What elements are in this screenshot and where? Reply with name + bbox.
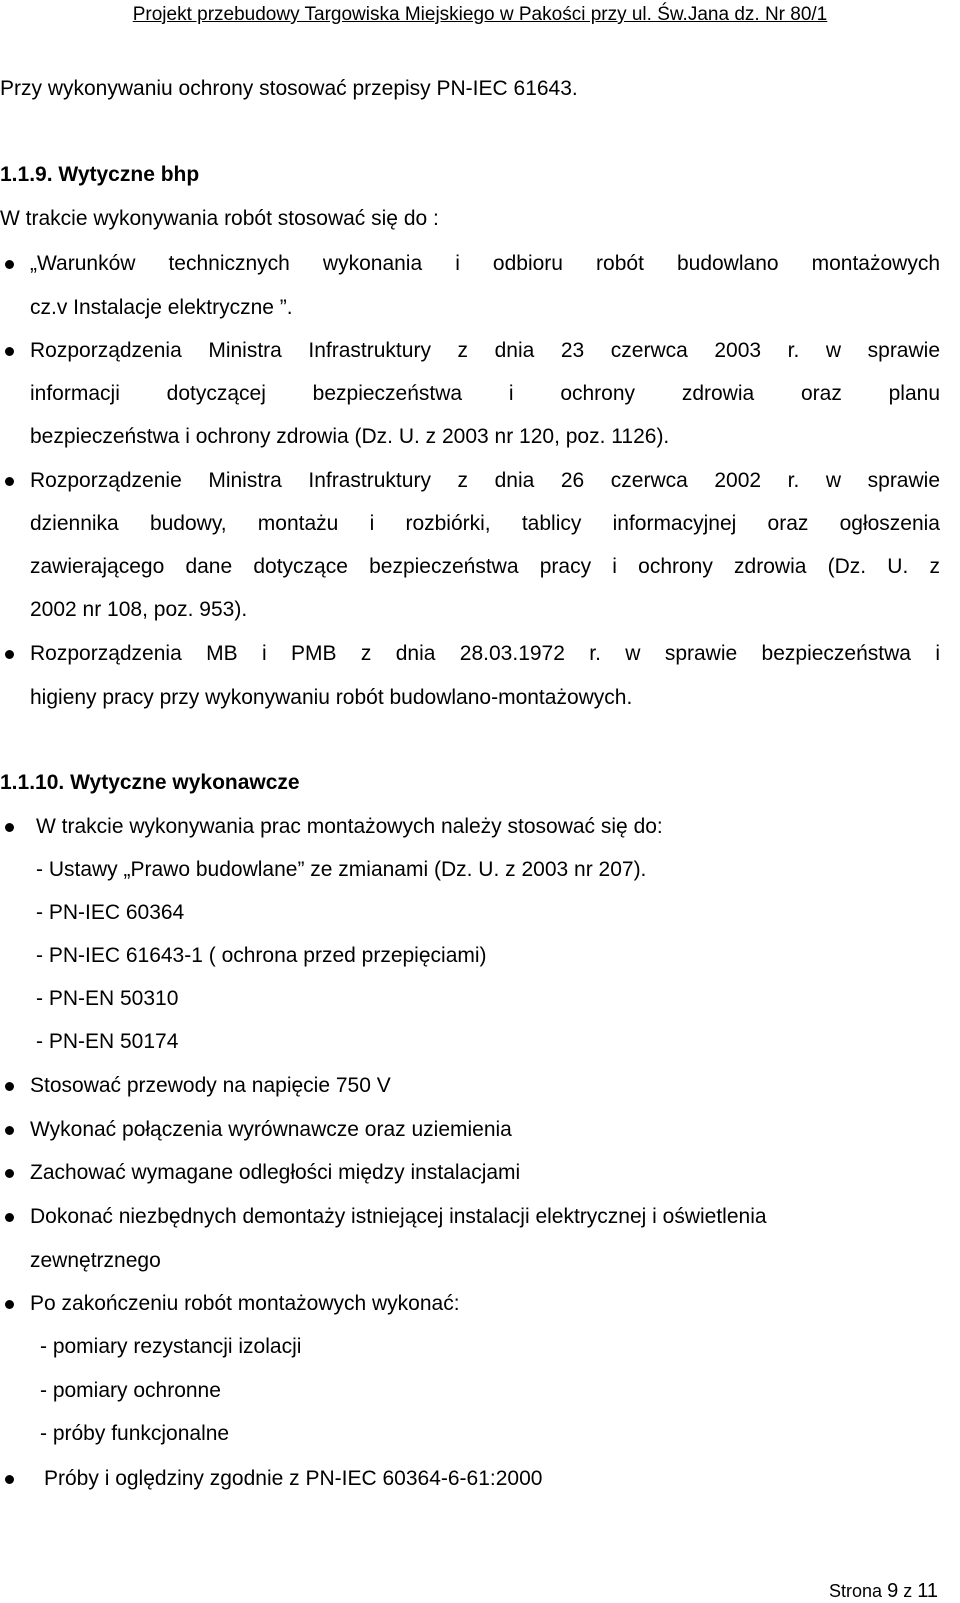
- list-item: Wykonać połączenia wyrównawcze oraz uziemienia: [30, 1118, 512, 1141]
- list-item: Dokonać niezbędnych demontaży istniejącej instalacji elektrycznej i oświetlenia: [30, 1205, 767, 1228]
- standard-item: - PN-IEC 61643-1 ( ochrona przed przepięciami): [36, 944, 487, 967]
- page-total: 11: [917, 1580, 938, 1602]
- list-item-line: informacji dotyczącej bezpieczeństwa i ochrony zdrowia oraz planu: [30, 382, 940, 405]
- list-item-line: Rozporządzenia Ministra Infrastruktury z dnia 23 czerwca 2003 r. w sprawie: [30, 339, 940, 362]
- list-item: Stosować przewody na napięcie 750 V: [30, 1074, 391, 1097]
- list-item-line: zawierającego dane dotyczące bezpieczeństwa pracy i ochrony zdrowia (Dz. U. z: [30, 555, 940, 578]
- bullet-icon: [5, 260, 14, 269]
- bullet-icon: [5, 1213, 14, 1222]
- bullet-icon: [5, 1082, 14, 1091]
- section-number: 1.1.9.: [0, 163, 53, 186]
- footer-label: Strona: [829, 1581, 883, 1601]
- standard-item: - Ustawy „Prawo budowlane” ze zmianami (Dz. U. z 2003 nr 207).: [36, 858, 647, 881]
- bullet-icon: [5, 1300, 14, 1309]
- bullet-icon: [5, 1126, 14, 1135]
- intro-text: Przy wykonywaniu ochrony stosować przepisy PN-IEC 61643.: [0, 77, 578, 100]
- bullet-icon: [5, 477, 14, 486]
- list-item-line: dziennika budowy, montażu i rozbiórki, tablicy informacyjnej oraz ogłoszenia: [30, 512, 940, 535]
- page-header: [0, 4, 960, 26]
- section-number: 1.1.10.: [0, 771, 65, 794]
- bullet-icon: [5, 823, 14, 832]
- list-item: Próby i oględziny zgodnie z PN-IEC 60364-6-61:2000: [44, 1467, 543, 1490]
- page-footer: [829, 1580, 938, 1603]
- section-heading: [0, 163, 199, 187]
- measurement-item: - pomiary rezystancji izolacji: [40, 1335, 302, 1358]
- list-item: Zachować wymagane odległości między instalacjami: [30, 1161, 521, 1184]
- list-item-line: Rozporządzenia MB i PMB z dnia 28.03.1972 r. w sprawie bezpieczeństwa i: [30, 642, 940, 665]
- section-title: Wytyczne wykonawcze: [70, 771, 300, 794]
- section-lead: W trakcie wykonywania robót stosować się do :: [0, 207, 439, 230]
- measurement-item: - pomiary ochronne: [40, 1379, 221, 1402]
- standard-item: - PN-EN 50310: [36, 987, 179, 1010]
- list-item-line: Rozporządzenie Ministra Infrastruktury z dnia 26 czerwca 2002 r. w sprawie: [30, 469, 940, 492]
- bullet-icon: [5, 347, 14, 356]
- list-item-line: 2002 nr 108, poz. 953).: [30, 598, 248, 621]
- list-item: Po zakończeniu robót montażowych wykonać:: [30, 1292, 460, 1315]
- section-lead: W trakcie wykonywania prac montażowych należy stosować się do:: [36, 815, 663, 838]
- list-item-line: „Warunków technicznych wykonania i odbioru robót budowlano montażowych: [30, 252, 940, 275]
- footer-separator: z: [903, 1581, 913, 1601]
- bullet-icon: [5, 650, 14, 659]
- list-item: zewnętrznego: [30, 1249, 161, 1272]
- header-title: Projekt przebudowy Targowiska Miejskiego w Pakości przy ul. Św.Jana dz. Nr 80/1: [132, 4, 828, 25]
- list-item-line: cz.v Instalacje elektryczne ”.: [30, 296, 293, 319]
- bullet-icon: [5, 1475, 14, 1484]
- standard-item: - PN-IEC 60364: [36, 901, 185, 924]
- list-item-line: higieny pracy przy wykonywaniu robót budowlano-montażowych.: [30, 686, 633, 709]
- measurement-item: - próby funkcjonalne: [40, 1422, 230, 1445]
- bullet-icon: [5, 1169, 14, 1178]
- page-number: 9: [887, 1580, 899, 1602]
- section-heading: [0, 771, 300, 795]
- standard-item: - PN-EN 50174: [36, 1030, 179, 1053]
- list-item-line: bezpieczeństwa i ochrony zdrowia (Dz. U. z 2003 nr 120, poz. 1126).: [30, 425, 670, 448]
- section-title: Wytyczne bhp: [58, 163, 200, 186]
